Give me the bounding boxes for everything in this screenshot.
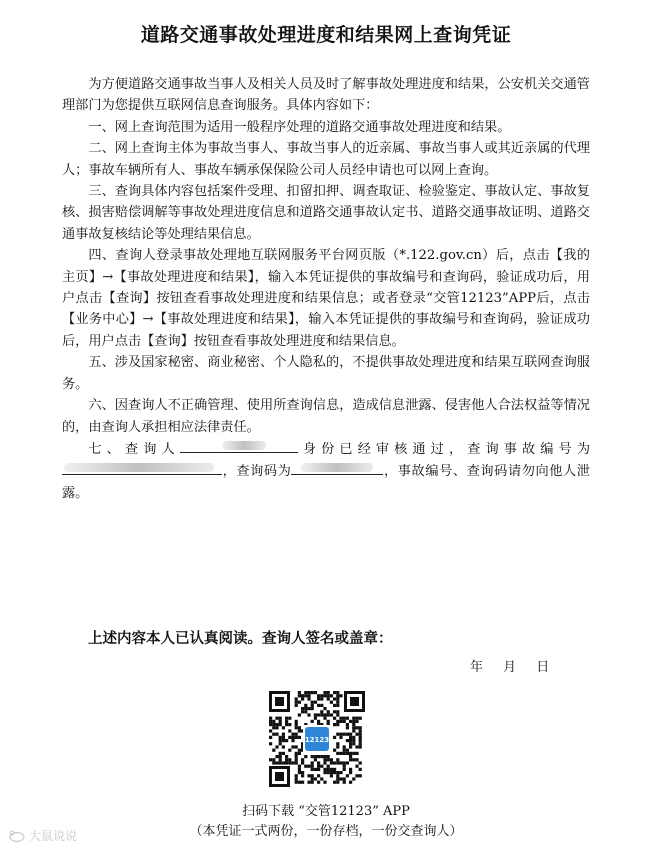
app-logo-label: 12123 bbox=[304, 736, 330, 744]
copies-note: （本凭证一式两份，一份存档，一份交查询人） bbox=[189, 824, 463, 839]
accident-number-field bbox=[62, 460, 222, 475]
qr-finder-top-right bbox=[344, 691, 365, 712]
qr-finder-bottom-left bbox=[269, 766, 290, 787]
item-7 bbox=[62, 438, 590, 504]
item-5: 五、涉及国家秘密、商业秘密、个人隐私的，不提供事故处理进度和结果互联网查询服务。 bbox=[62, 355, 590, 392]
reading-statement: 上述内容本人已认真阅读。查询人签名或盖章： bbox=[88, 630, 393, 647]
watermark-text: 大鼠说说 bbox=[29, 829, 78, 843]
qr-finder-top-left bbox=[269, 691, 290, 712]
item-4: 四、查询人登录事故处理地互联网服务平台网页版（*.122.gov.cn）后，点击【我的主页】→【事故处理进度和结果】，输入本凭证提供的事故编号和查询码，验证成功后，用户点击【查询】按钮查看事故处理进度和结果信息；或者登录“交管12123”APP后，点击【业务中心】→【事故处理进度和结果】，输入本凭证提供的事故编号和查询码，验证成功后，用户点击【查询】按钮查看事故处理进度和结果信息。 bbox=[62, 248, 590, 349]
item-6: 六、因查询人不正确管理、使用所查询信息，造成信息泄露、侵害他人合法权益等情况的，由查询人承担相应法律责任。 bbox=[62, 398, 590, 435]
item-7-part1: 七、查询人 bbox=[88, 441, 180, 457]
item-7-part4: ，事故编号、查询码请勿向他人泄露。 bbox=[62, 464, 590, 501]
item-3: 三、查询具体内容包括案件受理、扣留扣押、调查取证、检验鉴定、事故认定、事故复核、损害赔偿调解等事故处理进度信息和道路交通事故认定书、道路交通事故证明、道路交通事故复核结论等处理结果信息。 bbox=[62, 184, 590, 242]
item-2: 二、网上查询主体为事故当事人、事故当事人的近亲属、事故当事人或其近亲属的代理人；事故车辆所有人、事故车辆承保保险公司人员经申请也可以网上查询。 bbox=[62, 141, 590, 178]
document-title: 道路交通事故处理进度和结果网上查询凭证 bbox=[140, 24, 512, 46]
mouse-icon bbox=[8, 830, 26, 842]
qr-caption: 扫码下载 “交管12123” APP bbox=[242, 804, 410, 819]
signature-date: 年 月 日 bbox=[470, 660, 550, 675]
intro-paragraph: 为方便道路交通事故当事人及相关人员及时了解事故处理进度和结果，公安机关交通管理部门为您提供互联网信息查询服务。具体内容如下： bbox=[62, 77, 590, 114]
document-body bbox=[62, 74, 590, 504]
app-download-qr-code[interactable] bbox=[265, 687, 369, 791]
item-1: 一、网上查询范围为适用一般程序处理的道路交通事故处理进度和结果。 bbox=[88, 119, 511, 135]
query-code-field bbox=[291, 460, 383, 475]
watermark bbox=[8, 827, 77, 844]
querier-name-field bbox=[180, 438, 298, 453]
item-7-part2: 身份已经审核通过，查询事故编号为 bbox=[297, 441, 591, 457]
item-7-part3: ，查询码为 bbox=[222, 464, 292, 480]
